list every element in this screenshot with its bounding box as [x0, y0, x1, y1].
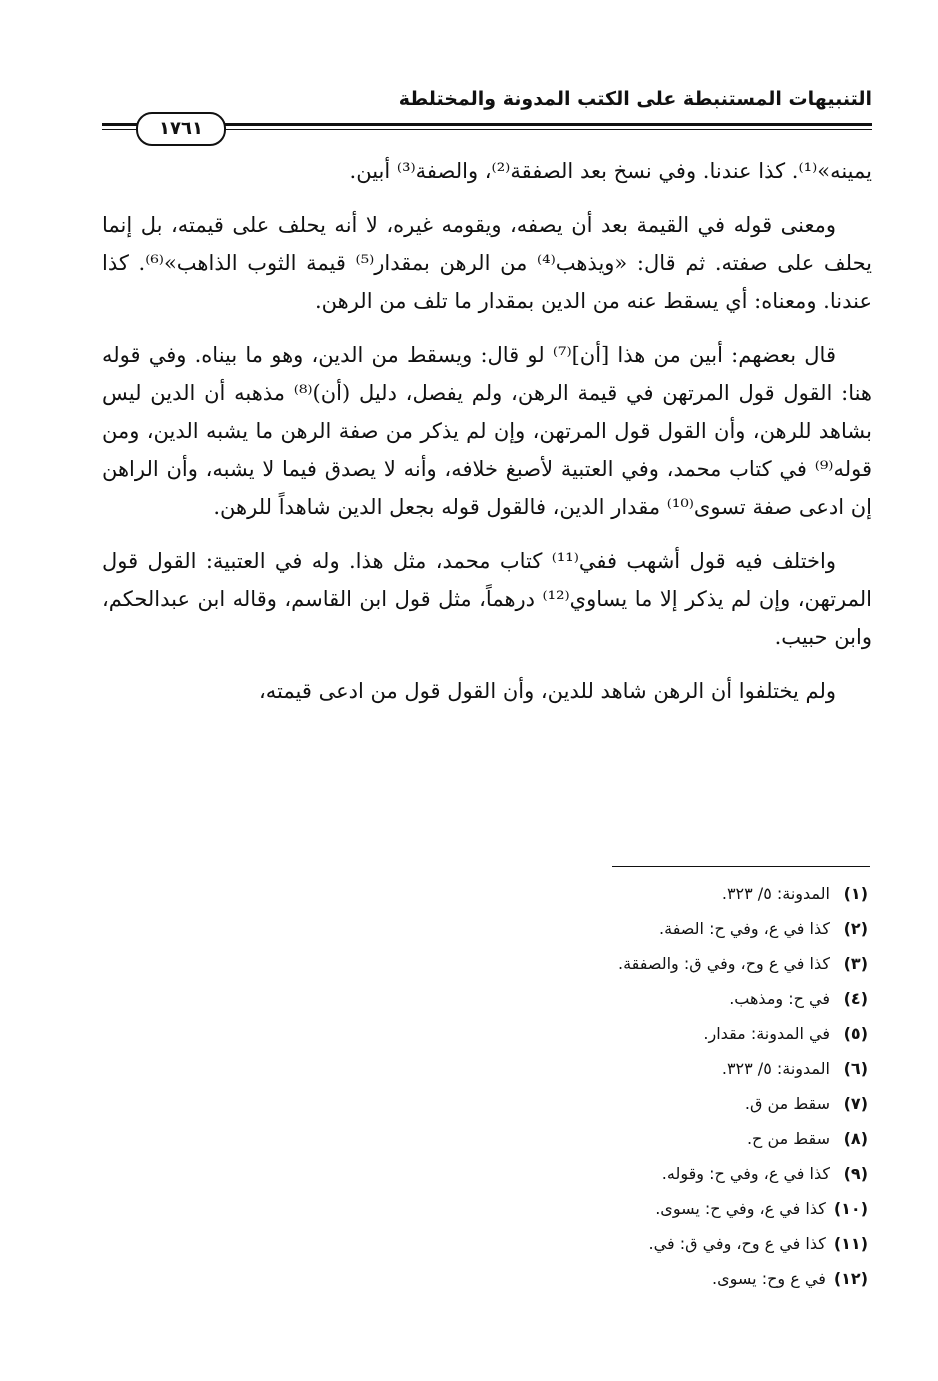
footnote	[368, 911, 868, 946]
footnote-separator	[612, 866, 870, 867]
footnote-text: كذا في ع، وفي ح: الصفة.	[659, 919, 830, 938]
footnote-text: سقط من ح.	[746, 1129, 830, 1148]
footnote-text: في ح: ومذهب.	[729, 989, 830, 1008]
footnote-number: (١٢)	[833, 1269, 868, 1288]
footnote-number: (٨)	[843, 1129, 868, 1148]
footnote	[368, 1086, 868, 1121]
footnote-number: (٣)	[843, 954, 868, 973]
footnote	[368, 981, 868, 1016]
footnote-number: (٤)	[843, 989, 868, 1008]
footnote-text: سقط من ق.	[744, 1094, 830, 1113]
paragraph: ولم يختلفوا أن الرهن شاهد للدين، وأن القول قول من ادعى قيمته،	[259, 679, 836, 703]
footnote-number: (١١)	[833, 1234, 868, 1253]
footnote	[368, 946, 868, 981]
footnote	[368, 1261, 868, 1296]
paragraph: يمينه»⁽¹⁾. كذا عندنا. وفي نسخ بعد الصفقة⁽²⁾، والصفة⁽³⁾ أبين.	[349, 159, 872, 183]
footnote	[368, 1191, 868, 1226]
page-header	[102, 82, 872, 142]
footnote-number: (٩)	[843, 1164, 868, 1183]
footnote	[368, 876, 868, 911]
footnotes	[368, 876, 868, 1296]
main-text	[102, 152, 872, 726]
running-title: التنبيهات المستنبطة على الكتب المدونة والمختلطة	[398, 88, 872, 110]
paragraph: ومعنى قوله في القيمة بعد أن يصفه، ويقومه غيره، لا أنه يحلف على قيمته، بل إنما يحلف على صفته. ثم قال: «ويذهب⁽⁴⁾ من الرهن بمقدار⁽⁵⁾ قيمة الثوب الذاهب»⁽⁶⁾. كذا عندنا. ومعناه: أي يسقط عنه من الدين بمقدار ما تلف من الرهن.	[102, 213, 872, 313]
footnote-text: كذا في ع وح، وفي ق: في.	[648, 1234, 826, 1253]
footnote-number: (٦)	[843, 1059, 868, 1078]
footnote	[368, 1051, 868, 1086]
footnote-number: (١٠)	[833, 1199, 868, 1218]
footnote-text: كذا في ع، وفي ح: يسوى.	[655, 1199, 826, 1218]
footnote	[368, 1226, 868, 1261]
footnote-number: (١)	[843, 884, 868, 903]
footnote	[368, 1121, 868, 1156]
footnote-text: كذا في ع وح، وفي ق: والصفقة.	[617, 954, 830, 973]
footnote	[368, 1156, 868, 1191]
page-number: ١٧٦١	[136, 112, 226, 146]
footnote-text: كذا في ع، وفي ح: وقوله.	[661, 1164, 830, 1183]
footnote-text: في ع وح: يسوى.	[712, 1269, 826, 1288]
footnote-text: المدونة: ٥/ ٣٢٣.	[721, 884, 830, 903]
footnote	[368, 1016, 868, 1051]
footnote-text: في المدونة: مقدار.	[703, 1024, 830, 1043]
footnote-text: المدونة: ٥/ ٣٢٣.	[721, 1059, 830, 1078]
footnote-number: (٧)	[843, 1094, 868, 1113]
paragraph: واختلف فيه قول أشهب ففي⁽¹¹⁾ كتاب محمد، مثل هذا. وله في العتبية: القول قول المرتهن، وإن لم يذكر إلا ما يساوي⁽¹²⁾ درهماً، مثل قول ابن القاسم، وقاله ابن عبدالحكم، وابن حبيب.	[102, 549, 872, 649]
footnote-number: (٥)	[843, 1024, 868, 1043]
footnote-number: (٢)	[843, 919, 868, 938]
paragraph: قال بعضهم: أبين من هذا [أن]⁽⁷⁾ لو قال: ويسقط من الدين، وهو ما بيناه. وفي قوله هنا: القول قول المرتهن في قيمة الرهن، ولم يفصل، دليل (أن)⁽⁸⁾ مذهبه أن الدين ليس بشاهد للرهن، وأن القول قول المرتهن، وإن لم يذكر من صفة الرهن ما يشبه الدين، ومن قوله⁽⁹⁾ في كتاب محمد، وفي العتبية لأصبغ خلافه، وأنه لا يصدق فيما لا يشبه، وأن الراهن إن ادعى صفة تسوى⁽¹⁰⁾ مقدار الدين، فالقول قوله بجعل الدين شاهداً للرهن.	[102, 343, 873, 519]
